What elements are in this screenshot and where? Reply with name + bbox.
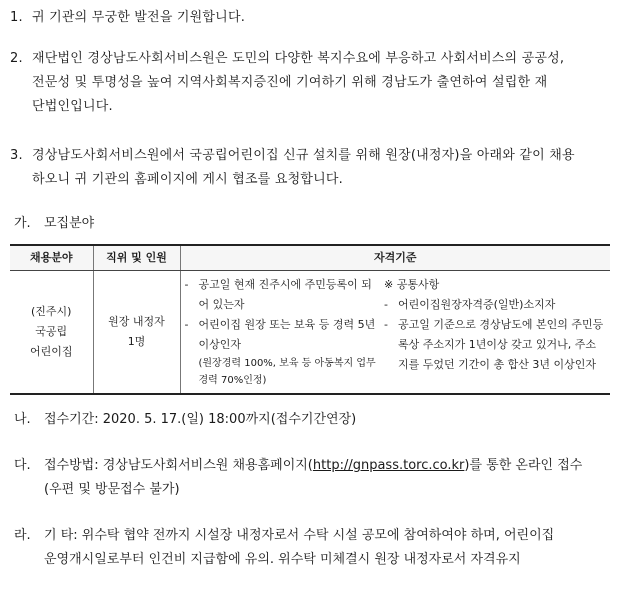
common-requirements-title: ※ 공통사항 (384, 278, 440, 291)
paragraph-2 (10, 47, 613, 119)
cell-position (93, 271, 180, 395)
requirement-item: - 어린이집원장자격증(일반)소지자 (384, 298, 556, 311)
header-field: 채용분야 (10, 245, 93, 271)
position-line: 원장 내정자 (108, 315, 165, 328)
section-application-period (14, 408, 613, 432)
field-line: 국공립 (35, 325, 68, 338)
item-number: 1. (10, 10, 23, 25)
recruitment-table (10, 244, 610, 395)
cell-requirements-left (180, 271, 380, 395)
table-header-row (10, 245, 610, 271)
section-label: 다. (14, 458, 31, 473)
position-line: 1명 (127, 335, 146, 348)
section-text-line: (우편 및 방문접수 불가) (44, 482, 180, 497)
section-recruit-field (14, 212, 613, 236)
item-number: 3. (10, 148, 23, 163)
item-text-line: 경상남도사회서비스원에서 국공립어린이집 신규 설치를 위해 원장(내정자)을 아래와 같이 채용 (32, 148, 575, 163)
requirement-item: - 공고일 기준으로 경상남도에 본인의 주민등록상 주소지가 1년이상 갖고 있거나, 주소지를 두었던 기간이 총 합산 3년 이상인자 (384, 318, 604, 371)
field-line: (진주시) (31, 305, 72, 318)
item-text-line: 하오니 귀 기관의 홈페이지에 게시 협조를 요청합니다. (32, 172, 344, 187)
header-position: 직위 및 인원 (93, 245, 180, 271)
recruit-site-link[interactable]: http://gnpass.torc.co.kr (312, 458, 465, 473)
section-application-method (14, 454, 613, 502)
paragraph-1 (10, 6, 613, 30)
field-line: 어린이집 (29, 345, 73, 358)
item-text: 귀 기관의 무궁한 발전을 기원합니다. (32, 10, 246, 25)
item-text-line: 단법인입니다. (32, 99, 113, 114)
requirement-item: - 공고일 현재 진주시에 주민등록이 되어 있는자 (184, 278, 372, 311)
requirement-note: (원장경력 100%, 보육 등 아동복지 업무경력 70%인정) (198, 358, 376, 386)
section-text-line: 기 타: 위수탁 협약 전까지 시설장 내정자로서 수탁 시설 공모에 참여하여야 하며, 어린이집 (44, 528, 555, 543)
item-text-line: 재단법인 경상남도사회서비스원은 도민의 다양한 복지수요에 부응하고 사회서비스의 공공성, (32, 51, 565, 66)
item-text-line: 전문성 및 투명성을 높여 지역사회복지증진에 기여하기 위해 경남도가 출연하여 설립한 재 (32, 75, 548, 90)
section-text: 접수방법: 경상남도사회서비스원 채용홈페이지(http://gnpass.torc.co.kr)를 통한 온라인 접수 (44, 458, 583, 473)
section-title: 모집분야 (44, 216, 95, 231)
requirement-item: - 어린이집 원장 또는 보육 등 경력 5년 이상인자 (184, 318, 376, 351)
header-qualification: 자격기준 (180, 245, 610, 271)
section-text-line: 운영개시일로부터 인건비 지급함에 유의. 위수탁 미체결시 원장 내정자로서 자격유지 (44, 552, 521, 567)
section-label: 나. (14, 412, 31, 427)
cell-requirements-right (380, 271, 610, 395)
section-other (14, 524, 613, 572)
cell-field (10, 271, 93, 395)
section-text: 접수기간: 2020. 5. 17.(일) 18:00까지(접수기간연장) (44, 412, 357, 427)
item-number: 2. (10, 51, 23, 66)
paragraph-3 (10, 144, 613, 192)
section-label: 가. (14, 216, 31, 231)
section-label: 라. (14, 528, 31, 543)
table-row (10, 271, 610, 395)
